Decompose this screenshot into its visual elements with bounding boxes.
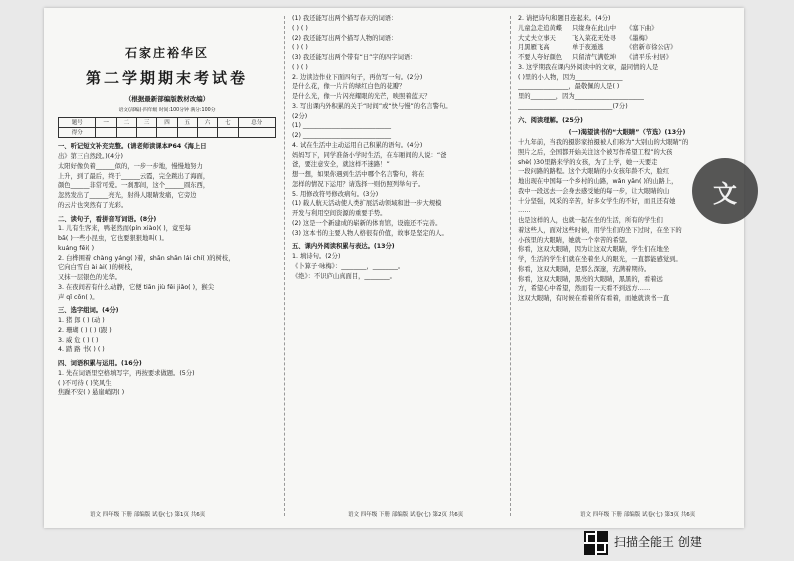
- score-cell: [218, 128, 238, 138]
- question-line: 颜色______非常可爱。一刹那间，这个______圆东西，: [58, 182, 210, 190]
- question-line: 地出现在中国每一个乡村的山路，wǎn yān( )的山路上，: [518, 178, 678, 185]
- question-line: 3. 威 危 ( ) ( ): [58, 336, 99, 344]
- question-line: 声 qǐ cōn( )。: [58, 293, 99, 301]
- column-divider: [510, 16, 511, 516]
- poem-row: [518, 34, 736, 44]
- question-line: ( )不可待 ( )笑风生: [58, 379, 112, 387]
- question-line: 四、词语积累与运用。(16分): [58, 360, 142, 368]
- question-line: 又抹一层银色的光华。: [58, 274, 121, 282]
- passage-title: (一)渴望读书的“大眼睛”（节选）(13分): [568, 129, 686, 137]
- question-line: 4. 试在生活中主动运用自己积累的语句。(4分): [292, 141, 423, 149]
- score-cell: [116, 128, 136, 138]
- poem-cell: 不要人夸好颜色: [518, 54, 563, 61]
- poem-cell: 儿童急走追黄蝶: [518, 24, 563, 32]
- exam-sheet: [44, 8, 744, 528]
- qr-code-icon: [584, 531, 608, 555]
- question-line: (2分): [292, 112, 308, 120]
- reading-heading: 六、阅读理解。(25分): [518, 116, 583, 124]
- page-footer-1: 语文 四年级 下册 部编版 试卷(七) 第1页 共6页: [90, 512, 206, 518]
- question-line: 怎样的情况下运用？请选择一则仿照列举句子。: [292, 180, 425, 188]
- question-line: 2. 珊瑚 ( ) ( ) (跟 ): [58, 326, 112, 334]
- poem-row: [518, 43, 736, 53]
- score-cell: 四: [157, 118, 177, 128]
- question-line: 是什么光，像一片闪亮耀眼的光芒，映照着蓝天？: [292, 93, 431, 100]
- question-line: ……: [518, 207, 531, 215]
- question-line: ______________________________(7分): [518, 102, 628, 110]
- poem-cell: 单于夜遁逃: [572, 44, 604, 52]
- question-line: (1) ____________________________: [292, 122, 392, 130]
- question-line: (1) 我还能写出两个描写春天的词语：: [292, 15, 398, 22]
- question-line: ( ) ( ): [292, 24, 308, 32]
- poem-cell: 《塞下曲》: [626, 24, 658, 32]
- score-cell: 二: [116, 118, 136, 128]
- question-line: 的云片也突然有了光彩。: [58, 201, 128, 209]
- column-1: [58, 14, 276, 514]
- poem-cell: 月黑雁飞高: [518, 44, 550, 52]
- column-divider: [284, 16, 285, 516]
- question-line: 出》第三自然段。)(4分): [58, 153, 123, 161]
- question-line: 上升，到了最后，终于______云霞，完全跳出了海面，: [58, 172, 210, 180]
- poem-cell: 《墨梅》: [626, 34, 652, 42]
- poem-cell: 《清平乐·村居》: [626, 54, 673, 61]
- question-line: 5. 用修改符号修改病句。(3分): [292, 190, 379, 198]
- question-line: 二、读句子，看拼音写词语。(8分): [58, 215, 157, 223]
- exam-meta: 语文(部编)·四年级 时间:100分钟 满分:100分: [118, 107, 216, 113]
- score-table: [58, 117, 276, 138]
- question-line: 1. 儿有生客来，鸭老然而(pín xiào)( )，竟至每: [58, 225, 191, 233]
- poem-cell: 只缘身在此山中: [572, 24, 617, 32]
- question-line: 五、课内外阅读积累与表达。(13分): [292, 243, 395, 251]
- question-line: 你看，这双大眼睛，是那么深邃，充满着期待。: [518, 265, 651, 273]
- score-cell: [177, 128, 197, 138]
- question-line: kuáng fēi( ): [58, 244, 95, 252]
- score-header-row: [59, 118, 276, 128]
- question-line: 十九年前，当我的摄影家拍摄被人们称为“大别山的大眼睛”的: [518, 139, 689, 146]
- score-cell: [137, 128, 157, 138]
- page-footer-2: 语文 四年级 下册 部编版 试卷(七) 第2页 共6页: [348, 512, 464, 518]
- question-line: shè( )30里路来学的女孩，为了上学，她一天要走: [518, 158, 658, 166]
- exam-subtitle: （根据最新部编版教材改编）: [124, 94, 210, 103]
- region-title: 石家庄裕华区: [124, 46, 209, 60]
- question-line: 忽然发出了______亮光，射得人眼睛发痛，它旁边: [58, 192, 197, 200]
- question-line: 4. 踏 路 书( ) ( ): [58, 346, 105, 354]
- question-line: 着这些人，面对这些时候，用学生们的坐下过时，在坐下的: [518, 226, 682, 234]
- question-line: 一段问路的路程。这个大眼睛的小女孩年龄不大，脸红: [518, 168, 670, 176]
- question-line: 焦躁不安( ) 悬崖峭阴( ): [58, 389, 125, 397]
- question-line: 想一想，如果你遇到生活中哪个名言警句，将在: [292, 171, 425, 178]
- score-cell: [96, 128, 116, 138]
- question-line: bā( )一些小昆虫，它也要狠狠地叫( )。: [58, 235, 168, 243]
- scanner-brand: 扫描全能王 创建: [614, 535, 702, 549]
- question-line: 也是这样的人，也就一起在坐的生活，所有的学生们: [518, 217, 663, 224]
- poem-cell: 大丈夫立事天: [518, 34, 556, 42]
- column-3-questions: [518, 63, 736, 112]
- question-line: 十分坚强，风采的辛苦，好多女学生的不好，而且还有她: [518, 197, 676, 205]
- question-line: ( ) ( ): [292, 44, 308, 52]
- question-line: 妈妈写下，同学准备小学时生活，在车厢间的人说：“爸: [292, 151, 447, 159]
- question-line: 你看，这双大眼睛，因为让这双大眼睛，学生们在地坐: [518, 246, 670, 254]
- score-cell: 六: [197, 118, 217, 128]
- question-line: 一、听记短文补充完整。(请老师读课本P64《海上日: [58, 143, 207, 151]
- question-line: 爸，要注意安全，就这样不迷路！”: [292, 161, 390, 169]
- score-value-row: [59, 128, 276, 138]
- question-line: 开发与利用空间资源的重要手势。: [292, 210, 387, 217]
- score-cell: 三: [137, 118, 157, 128]
- poem-cell: 只留清气满乾坤: [572, 54, 617, 61]
- question-line: 1. 填诗句。(2分): [292, 253, 341, 260]
- column-1-questions: [58, 142, 276, 398]
- column-2-questions: [292, 14, 510, 281]
- question-line: (2) 这是一个新建成的崭新的体育馆，设施还不完善。: [292, 219, 442, 227]
- question-line: 《卜算子·咏梅》：________，________。: [292, 262, 405, 270]
- exam-title: 第二学期期末考试卷: [85, 68, 248, 87]
- score-cell: 一: [96, 118, 116, 128]
- question-line: 太阳好像负着______似的，一步一步地，慢慢地努力: [58, 162, 203, 170]
- question-line: ( )里的小人物，因为_______________: [518, 73, 623, 81]
- question-line: 你看，这双大眼睛，黑亮的大眼睛，黑黑的，看着远: [518, 275, 663, 283]
- question-line: 学，生活的学生们就在坐着坐人的眼光，一直都能感觉到。: [518, 256, 682, 263]
- question-line: 小孩里的大眼睛，她就一个幸苦的希望。: [518, 236, 632, 244]
- question-line: 照片之后，全国都开始关注这个被写作希望工程”的大孩: [518, 148, 673, 156]
- question-line: 2. 边读边作业下面四句子，再仿写一句。(2分): [292, 73, 423, 81]
- poem-row: [518, 24, 736, 34]
- question-line: 三、选字组词。(4分): [58, 307, 119, 315]
- question-line: 3. 在夜间若有什么动静，它便 tiān jiù fēi jiǎo( )，猴尖: [58, 283, 214, 291]
- question-line: (2) ____________________________: [292, 132, 392, 139]
- question-line: 2. 请把诗句和题目连起来。(4分): [518, 15, 611, 22]
- question-line: 里的________，因为______________________: [518, 93, 644, 100]
- question-line: 它向白雪白 ài ài( )的树枝，: [58, 264, 137, 272]
- question-line: (3) 我还能写出两个带有“日”字的四字词语：: [292, 54, 417, 61]
- score-cell: 得分: [59, 128, 96, 138]
- page-footer-3: 语文 四年级 下册 部编版 试卷(七) 第3页 共6页: [580, 512, 696, 518]
- poem-cell: 飞入菜花无处寻: [572, 34, 617, 42]
- score-cell: [197, 128, 217, 138]
- answer-stamp-logo: 文: [692, 158, 758, 224]
- poem-matching: [518, 24, 736, 63]
- question-line: 3. 写出课内外积累的关于“时间”或“快与慢”的名言警句。: [292, 102, 452, 110]
- poem-cell: 《宿新市徐公店》: [626, 44, 677, 52]
- reading-passage: [518, 138, 736, 304]
- question-line: 我中一段远去一会身去感受她的每一步，让大眼睛的山: [518, 187, 670, 195]
- question-line: 1. 先在词语里空格填写字，再按要求做题。(5分): [58, 369, 195, 377]
- question-line: (1) 载人航天活动使人类扩展活动领域和进一步大规模: [292, 200, 442, 208]
- question-line: 《绝》：不识庐山真面目，________。: [292, 272, 396, 280]
- poem-row: [518, 53, 736, 63]
- score-cell: 题号: [59, 118, 96, 128]
- score-cell: [157, 128, 177, 138]
- question-line: 是什么花，像一片片的绿红白色的花瓣？: [292, 83, 406, 91]
- question-line: 1. 猪 郎 ( ) (动 ): [58, 317, 105, 325]
- question-line: ( ) ( ): [292, 63, 308, 71]
- question-line: (3) 这本书的主要人物人格很有价值，故事是坚定的人。: [292, 229, 448, 237]
- score-cell: 七: [218, 118, 238, 128]
- column-3: [518, 14, 736, 514]
- column-2: [292, 14, 510, 514]
- question-line: ________________，最敬佩的人是( ): [518, 83, 620, 91]
- question-line: 3. 这学期我在课内外阅读中的文章，最同情的人是: [518, 63, 659, 71]
- score-cell: 总分: [238, 118, 275, 128]
- question-line: 这双大眼睛，有时候在看着所有看着，而她就读书一直: [518, 295, 670, 302]
- question-line: (2) 我还能写出两个描写人物的词语：: [292, 34, 398, 42]
- question-line: 2. 白桦围着 chàng yáng( )着，shān shān lái chí( )的树枝，: [58, 254, 235, 262]
- score-cell: 五: [177, 118, 197, 128]
- question-line: 方，希望心中希望，然而有一天看不到远方……: [518, 285, 651, 293]
- score-cell: [238, 128, 275, 138]
